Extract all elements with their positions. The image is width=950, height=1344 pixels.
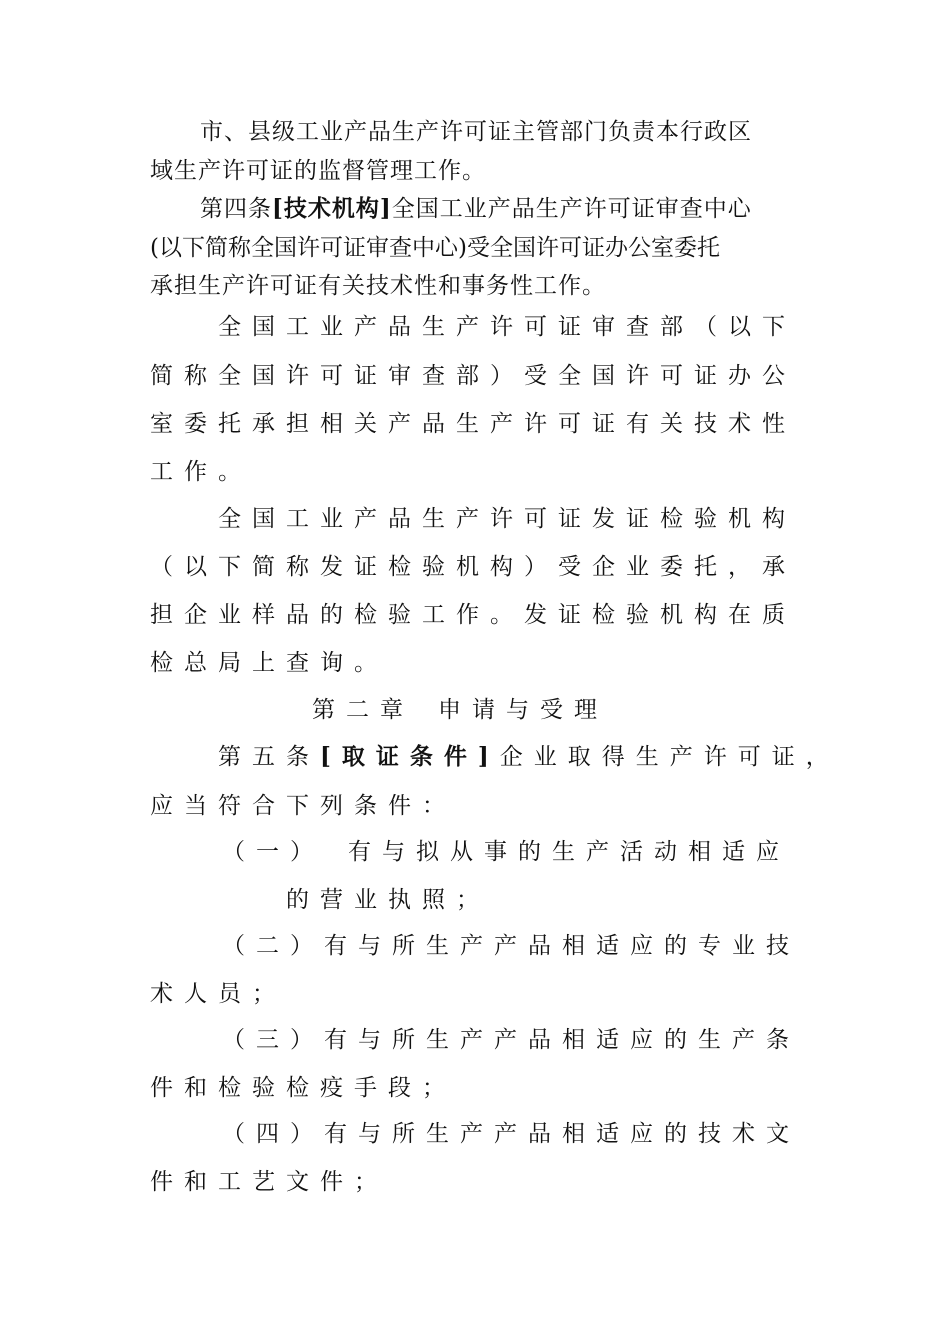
line-text: （二）有与所生产产品相适应的专业技: [222, 933, 800, 959]
article-5-heading-line: [218, 741, 870, 773]
line-text: 术人员；: [150, 981, 286, 1007]
paragraph-line: [150, 456, 802, 488]
list-item-line: [222, 930, 874, 962]
line-text: 的营业执照；: [286, 887, 490, 913]
chapter-heading: [312, 694, 950, 726]
article-number: 第四条: [200, 196, 272, 222]
list-item-line: [222, 1024, 874, 1056]
line-text: 件和工艺文件；: [150, 1169, 388, 1195]
line-text: 工作。: [150, 459, 252, 485]
line-text: 室委托承担相关产品生产许可证有关技术性: [150, 411, 796, 437]
chapter-number: 第二章: [312, 697, 414, 723]
line-text: 市、县级工业产品生产许可证主管部门负责本行政区: [200, 119, 752, 145]
line-text: 全国工业产品生产许可证发证检验机构: [218, 506, 796, 532]
list-item-line: [222, 836, 874, 868]
article-4-heading-line: [200, 193, 852, 225]
article-title: [取证条件]: [320, 743, 500, 770]
paragraph-line: [150, 551, 802, 583]
paragraph-line: [218, 503, 870, 535]
article-number: 第五条: [218, 744, 320, 770]
line-text: 全国工业产品生产许可证审查中心: [391, 196, 752, 222]
paragraph-line: [150, 270, 802, 302]
line-text: （四）有与所生产产品相适应的技术文: [222, 1121, 800, 1147]
list-item-line: [286, 884, 938, 916]
line-text: （三）有与所生产产品相适应的生产条: [222, 1027, 800, 1053]
paragraph-line: [200, 116, 852, 148]
paragraph-line: [150, 155, 802, 187]
paragraph-line: [150, 408, 802, 440]
list-item-line: [150, 1072, 802, 1104]
line-text: 简称全国许可证审查部）受全国许可证办公: [150, 363, 796, 389]
list-item-line: [150, 978, 802, 1010]
line-text: (以下简称全国许可证审查中心)受全国许可证办公室委托: [150, 235, 720, 261]
paragraph-line: [218, 311, 870, 343]
list-item-line: [222, 1118, 874, 1150]
line-text: 有与拟从事的生产活动相适应: [348, 839, 790, 865]
line-text: 担企业样品的检验工作。发证检验机构在质: [150, 602, 796, 628]
line-text: 企业取得生产许可证，: [499, 744, 840, 770]
chapter-title: 申请与受理: [438, 697, 608, 723]
list-number: （一）: [222, 839, 324, 865]
list-item-line: [150, 1166, 802, 1198]
line-text: 域生产许可证的监督管理工作。: [150, 158, 486, 184]
paragraph-line: [150, 360, 802, 392]
paragraph-line: [150, 232, 802, 264]
paragraph-line: [150, 790, 802, 822]
paragraph-line: [150, 599, 802, 631]
paragraph-line: [150, 647, 802, 679]
line-text: 承担生产许可证有关技术性和事务性工作。: [150, 273, 606, 299]
line-text: 应当符合下列条件：: [150, 793, 456, 819]
article-title: [技术机构]: [272, 195, 392, 222]
line-text: 检总局上查询。: [150, 650, 388, 676]
line-text: 全国工业产品生产许可证审查部（以下: [218, 314, 796, 340]
line-text: 件和检验检疫手段；: [150, 1075, 456, 1101]
line-text: （以下简称发证检验机构）受企业委托，承: [150, 554, 796, 580]
